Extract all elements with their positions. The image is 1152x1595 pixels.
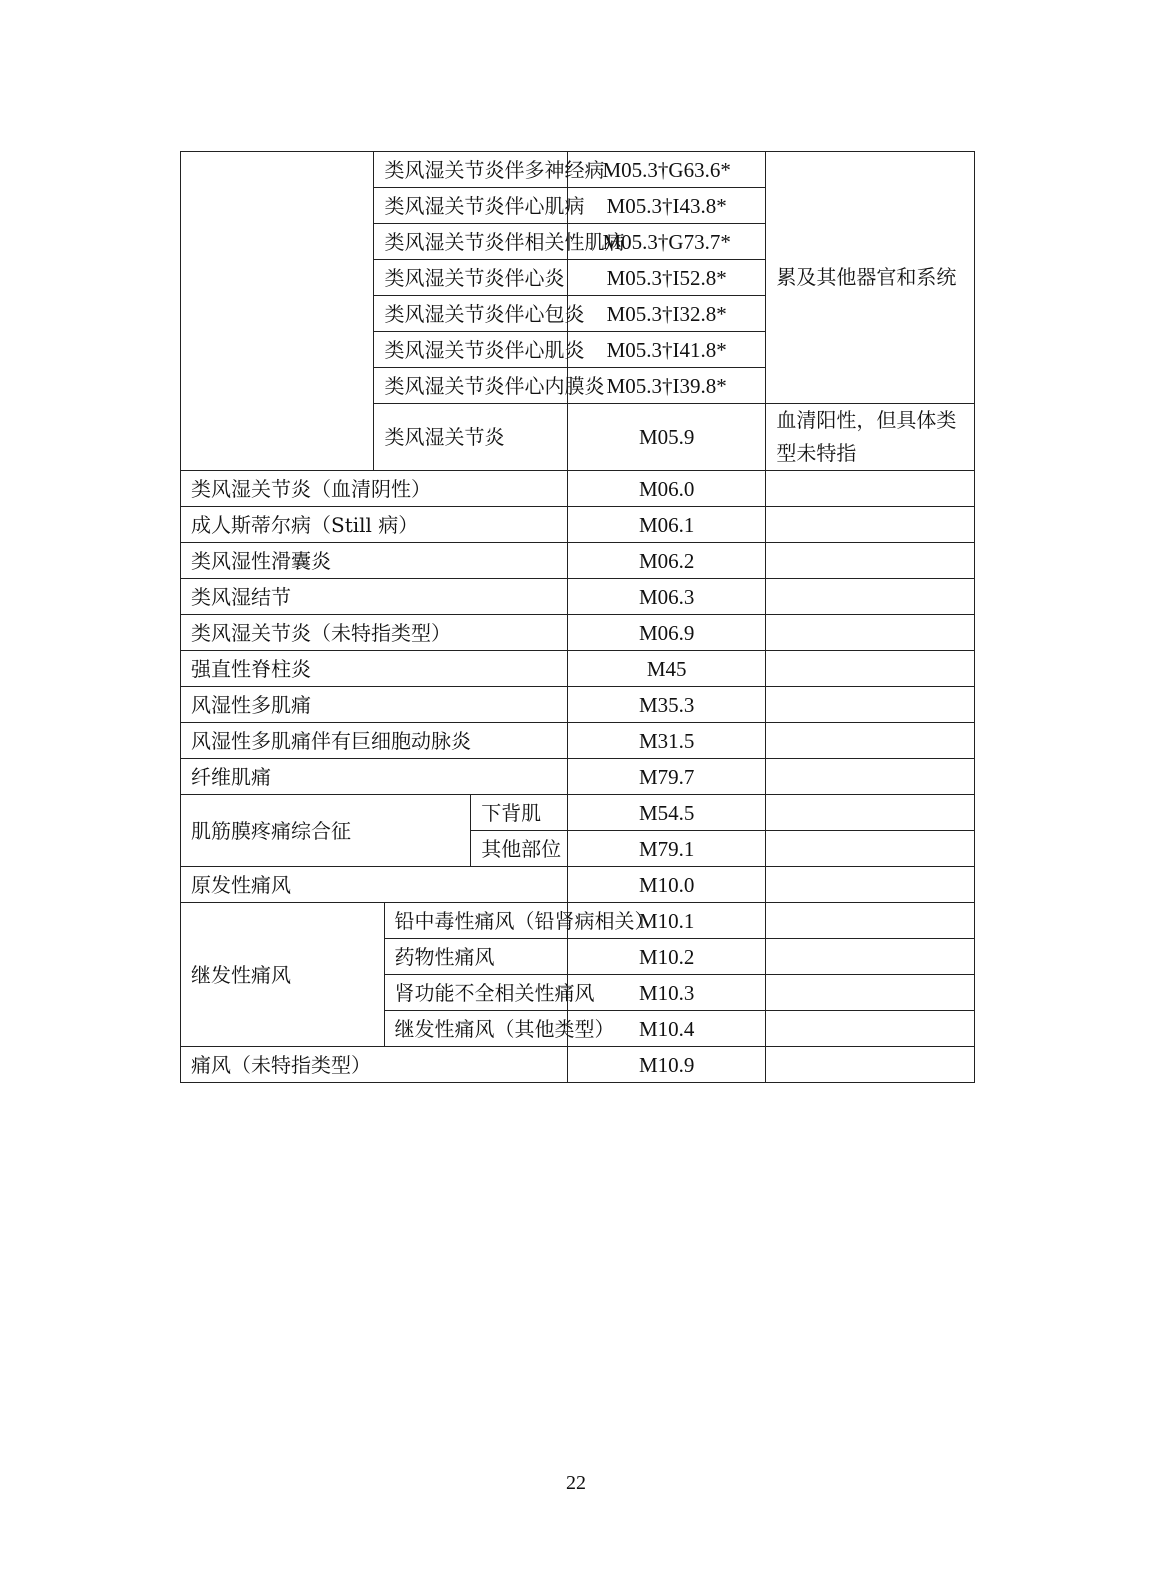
table-row [181,651,975,687]
table-row [181,471,975,507]
disease-name: 类风湿关节炎伴心内膜炎 [374,368,567,404]
disease-code: M10.3 [567,975,765,1011]
disease-name: 类风湿结节 [181,579,568,615]
disease-name: 痛风（未特指类型） [181,1047,568,1083]
disease-name: 类风湿关节炎（血清阴性） [181,471,568,507]
table-row [181,795,975,831]
empty-note-cell [766,543,975,579]
empty-note-cell [766,615,975,651]
disease-name: 类风湿关节炎伴心肌炎 [374,332,567,368]
empty-note-cell [766,687,975,723]
empty-note-cell [766,1047,975,1083]
table-row [181,507,975,543]
disease-code: M06.2 [567,543,765,579]
empty-note-cell [766,1011,975,1047]
disease-code: M05.3†I32.8* [567,296,765,332]
group-name: 肌筋膜疼痛综合征 [181,795,471,867]
group-name: 继发性痛风 [181,903,385,1047]
disease-name: 原发性痛风 [181,867,568,903]
empty-note-cell [766,903,975,939]
merged-note: 累及其他器官和系统 [766,152,975,404]
disease-code: M05.3†I52.8* [567,260,765,296]
table-row [181,1047,975,1083]
empty-note-cell [766,723,975,759]
disease-code: M10.9 [567,1047,765,1083]
table-row [181,867,975,903]
disease-subtype: 继发性痛风（其他类型） [384,1011,567,1047]
disease-code: M54.5 [567,795,765,831]
disease-code: M06.3 [567,579,765,615]
disease-code-table [180,151,975,1083]
disease-code: M05.3†I39.8* [567,368,765,404]
disease-code: M05.3†I43.8* [567,188,765,224]
empty-note-cell [766,795,975,831]
disease-name: 类风湿关节炎伴相关性肌病 [374,224,567,260]
disease-name: 风湿性多肌痛 [181,687,568,723]
disease-code: M79.7 [567,759,765,795]
table-row [181,579,975,615]
empty-note-cell [766,831,975,867]
disease-subtype: 其他部位 [471,831,568,867]
disease-code: M05.3†I41.8* [567,332,765,368]
disease-name: 类风湿关节炎伴心肌病 [374,188,567,224]
table-row [181,152,975,188]
disease-code: M79.1 [567,831,765,867]
disease-name: 类风湿关节炎伴心炎 [374,260,567,296]
disease-name: 纤维肌痛 [181,759,568,795]
empty-note-cell [766,939,975,975]
disease-name: 成人斯蒂尔病（Still 病） [181,507,568,543]
disease-name: 类风湿关节炎 [374,404,567,471]
empty-note-cell [766,507,975,543]
disease-name: 类风湿关节炎（未特指类型） [181,615,568,651]
disease-code: M06.1 [567,507,765,543]
disease-code: M05.3†G73.7* [567,224,765,260]
empty-note-cell [766,471,975,507]
empty-group-cell [181,152,374,471]
empty-note-cell [766,975,975,1011]
empty-note-cell [766,867,975,903]
disease-code: M05.3†G63.6* [567,152,765,188]
disease-name: 类风湿关节炎伴心包炎 [374,296,567,332]
empty-note-cell [766,759,975,795]
table-row [181,723,975,759]
table-row [181,687,975,723]
disease-code: M06.9 [567,615,765,651]
disease-code: M35.3 [567,687,765,723]
table-row [181,759,975,795]
disease-subtype: 药物性痛风 [384,939,567,975]
table-row [181,615,975,651]
disease-subtype: 铅中毒性痛风（铅肾病相关） [384,903,567,939]
page-number: 22 [566,1472,586,1494]
disease-code: M10.0 [567,867,765,903]
table-row [181,543,975,579]
disease-name: 类风湿关节炎伴多神经病 [374,152,567,188]
disease-subtype: 肾功能不全相关性痛风 [384,975,567,1011]
table-row [181,903,975,939]
empty-note-cell [766,579,975,615]
disease-code: M10.1 [567,903,765,939]
disease-name: 风湿性多肌痛伴有巨细胞动脉炎 [181,723,568,759]
disease-code: M31.5 [567,723,765,759]
disease-code: M10.2 [567,939,765,975]
disease-subtype: 下背肌 [471,795,568,831]
row-note: 血清阳性，但具体类型未特指 [766,404,975,471]
empty-note-cell [766,651,975,687]
disease-name: 类风湿性滑囊炎 [181,543,568,579]
disease-code: M10.4 [567,1011,765,1047]
disease-name: 强直性脊柱炎 [181,651,568,687]
disease-code: M45 [567,651,765,687]
disease-code: M06.0 [567,471,765,507]
disease-code: M05.9 [567,404,765,471]
